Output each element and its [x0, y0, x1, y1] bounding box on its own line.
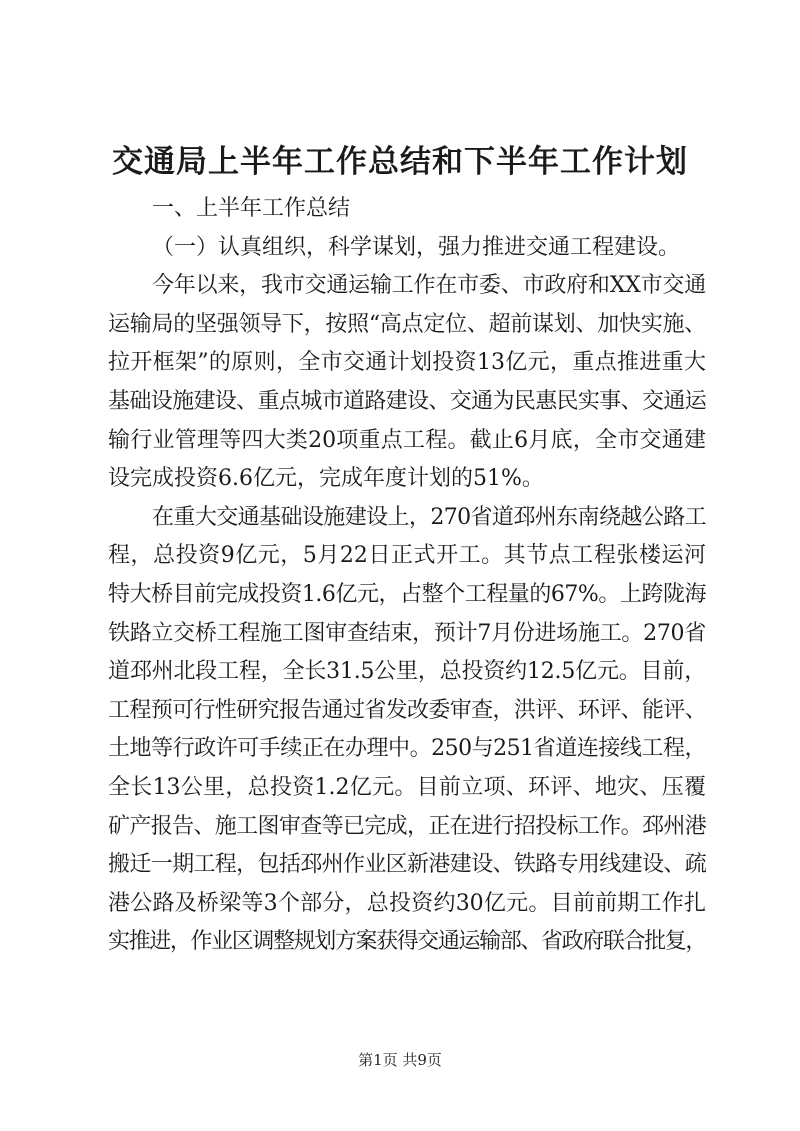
paragraph-line: 设完成投资6.6亿元，完成年度计划的51%。 [108, 466, 544, 492]
paragraph-line: 特大桥目前完成投资1.6亿元，占整个工程量的67%。上跨陇海 [108, 581, 706, 607]
paragraph-line: 运输局的坚强领导下，按照“高点定位、超前谋划、加快实施、 [108, 311, 706, 337]
paragraph-line: 土地等行政许可手续正在办理中。250与251省道连接线工程， [108, 736, 706, 762]
paragraph-line: 基础设施建设、重点城市道路建设、交通为民惠民实事、交通运 [108, 388, 707, 414]
paragraph-line: 输行业管理等四大类20项重点工程。截止6月底，全市交通建 [108, 427, 706, 453]
paragraph-line: 实推进，作业区调整规划方案获得交通运输部、省政府联合批复， [108, 929, 706, 955]
paragraph-line: 搬迁一期工程，包括邳州作业区新港建设、铁路专用线建设、疏 [108, 852, 707, 878]
page-footer: 第1页 共9页 [358, 1051, 442, 1069]
paragraph-line: 道邳州北段工程，全长31.5公里，总投资约12.5亿元。目前， [108, 659, 706, 685]
paragraph-line: 拉开框架”的原则，全市交通计划投资13亿元，重点推进重大 [108, 350, 706, 376]
paragraph-line: 工程预可行性研究报告通过省发改委审查，洪评、环评、能评、 [108, 697, 707, 723]
section-heading: （一）认真组织，科学谋划，强力推进交通工程建设。 [152, 234, 681, 260]
paragraph-line: 今年以来，我市交通运输工作在市委、市政府和XX市交通 [152, 273, 706, 299]
paragraph-line: 港公路及桥梁等3个部分，总投资约30亿元。目前前期工作扎 [108, 890, 706, 916]
paragraph-line: 全长13公里，总投资1.2亿元。目前立项、环评、地灾、压覆 [108, 774, 706, 800]
document-title: 交通局上半年工作总结和下半年工作计划 [112, 144, 688, 180]
paragraph-line: 矿产报告、施工图审查等已完成，正在进行招投标工作。邳州港 [108, 813, 707, 839]
document-body [108, 190, 706, 962]
paragraph-line: 铁路立交桥工程施工图审查结束，预计7月份进场施工。270省 [108, 620, 706, 646]
paragraph-line: 在重大交通基础设施建设上，270省道邳州东南绕越公路工 [152, 504, 706, 530]
section-heading: 一、上半年工作总结 [152, 196, 351, 221]
paragraph-line: 程，总投资9亿元，5月22日正式开工。其节点工程张楼运河 [108, 543, 706, 569]
